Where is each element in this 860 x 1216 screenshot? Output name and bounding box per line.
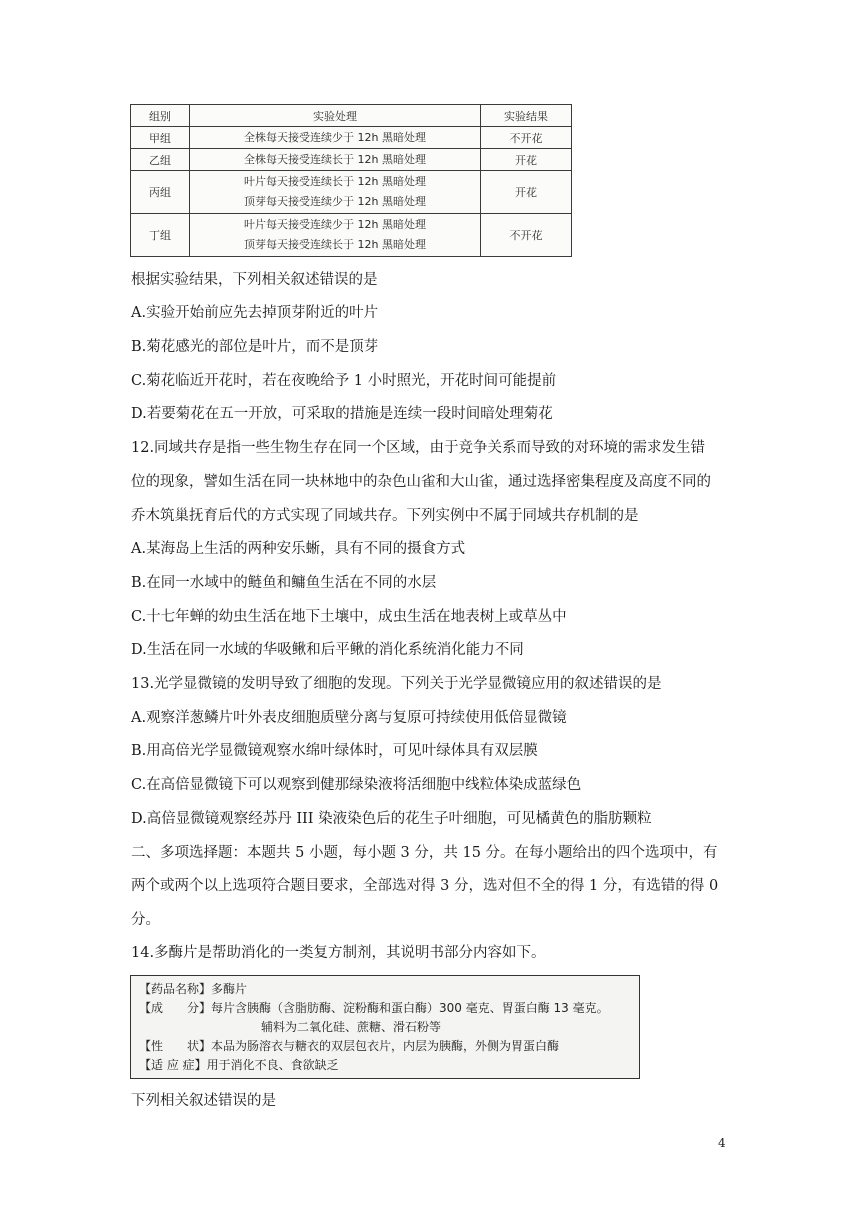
- result-cell: 开花: [481, 149, 572, 171]
- q13-option-c: C.在高倍显微镜下可以观察到健那绿染液将活细胞中线粒体染成蓝绿色: [131, 777, 582, 793]
- section2-line-1: 二、多项选择题：本题共 5 小题，每小题 3 分，共 15 分。在每小题给出的四个选项中，有: [131, 845, 718, 861]
- q12-stem-line-2: 位的现象，譬如生活在同一块林地中的杂色山雀和大山雀，通过选择密集程度及高度不同的: [131, 474, 711, 490]
- q11-option-d: D.若要菊花在五一开放，可采取的措施是连续一段时间暗处理菊花: [131, 406, 553, 422]
- q11-option-b: B.菊花感光的部位是叶片，而不是顶芽: [131, 339, 379, 355]
- drug-indication: 【适 应 症】用于消化不良、食欲缺乏: [139, 1058, 339, 1072]
- experiment-table: [130, 104, 572, 257]
- page-number: 4: [718, 1136, 726, 1150]
- drug-name: 【药品名称】多酶片: [139, 982, 248, 996]
- group-cell: 乙组: [131, 149, 190, 171]
- q13-option-d: D.高倍显微镜观察经苏丹 III 染液染色后的花生子叶细胞，可见橘黄色的脂肪颗粒: [131, 811, 652, 827]
- drug-instruction-box: [130, 975, 640, 1079]
- treatment-cell: [190, 149, 481, 171]
- treatment-line: 顶芽每天接受连续长于 12h 黑暗处理: [244, 238, 426, 251]
- section2-line-3: 分。: [131, 912, 160, 928]
- drug-appearance: 【性 状】本品为肠溶衣与糖衣的双层包衣片，内层为胰酶，外侧为胃蛋白酶: [139, 1039, 560, 1053]
- group-cell: 丁组: [131, 214, 190, 257]
- treatment-cell: [190, 214, 481, 257]
- group-cell: 丙组: [131, 171, 190, 214]
- group-cell: 甲组: [131, 127, 190, 149]
- q13-option-a: A.观察洋葱鳞片叶外表皮细胞质壁分离与复原可持续使用低倍显微镜: [131, 710, 567, 726]
- q13-option-b: B.用高倍光学显微镜观察水绵叶绿体时，可见叶绿体具有双层膜: [131, 743, 538, 759]
- q12-option-b: B.在同一水域中的鲢鱼和鳙鱼生活在不同的水层: [131, 575, 437, 591]
- q12-option-c: C.十七年蝉的幼虫生活在地下土壤中，成虫生活在地表树上或草丛中: [131, 609, 567, 625]
- q11-stem: 根据实验结果，下列相关叙述错误的是: [131, 272, 378, 288]
- treatment-line: 叶片每天接受连续长于 12h 黑暗处理: [244, 175, 426, 188]
- drug-excipients: 辅料为二氧化硅、蔗糖、滑石粉等: [261, 1020, 442, 1034]
- q12-option-a: A.某海岛上生活的两种安乐蜥，具有不同的摄食方式: [131, 541, 466, 557]
- table-row: [131, 214, 572, 257]
- table-row: [131, 171, 572, 214]
- q11-option-c: C.菊花临近开花时，若在夜晚给予 1 小时照光，开花时间可能提前: [131, 373, 557, 389]
- q12-stem-line-3: 乔木筑巢抚育后代的方式实现了同域共存。下列实例中不属于同域共存机制的是: [131, 508, 639, 524]
- q14-stem: 14.多酶片是帮助消化的一类复方制剂，其说明书部分内容如下。: [131, 945, 546, 961]
- treatment-line: 全株每天接受连续少于 12h 黑暗处理: [244, 130, 426, 144]
- q12-option-d: D.生活在同一水域的华吸鳅和后平鳅的消化系统消化能力不同: [131, 642, 524, 658]
- treatment-line: 顶芽每天接受连续少于 12h 黑暗处理: [244, 195, 426, 208]
- section2-line-2: 两个或两个以上选项符合题目要求，全部选对得 3 分，选对但不全的得 1 分，有选错的得 0: [131, 878, 719, 894]
- table-header-result: 实验结果: [481, 105, 572, 127]
- treatment-cell: [190, 171, 481, 214]
- q11-option-a: A.实验开始前应先去掉顶芽附近的叶片: [131, 305, 379, 321]
- q12-stem-line-1: 12.同域共存是指一些生物生存在同一个区域，由于竞争关系而导致的对环境的需求发生错: [131, 440, 706, 456]
- table-header-treatment: 实验处理: [190, 105, 481, 127]
- treatment-line: 叶片每天接受连续少于 12h 黑暗处理: [244, 218, 426, 231]
- q13-stem: 13.光学显微镜的发明导致了细胞的发现。下列关于光学显微镜应用的叙述错误的是: [131, 676, 662, 692]
- result-cell: 不开花: [481, 127, 572, 149]
- table-row: [131, 149, 572, 171]
- result-cell: 开花: [481, 171, 572, 214]
- table-header-group: 组别: [131, 105, 190, 127]
- q14-after-text: 下列相关叙述错误的是: [131, 1093, 276, 1109]
- treatment-cell: [190, 127, 481, 149]
- treatment-line: 全株每天接受连续长于 12h 黑暗处理: [244, 152, 426, 166]
- result-cell: 不开花: [481, 214, 572, 257]
- drug-ingredients: 【成 分】每片含胰酶（含脂肪酶、淀粉酶和蛋白酶）300 毫克、胃蛋白酶 13 毫克。: [139, 1001, 609, 1015]
- table-row: [131, 127, 572, 149]
